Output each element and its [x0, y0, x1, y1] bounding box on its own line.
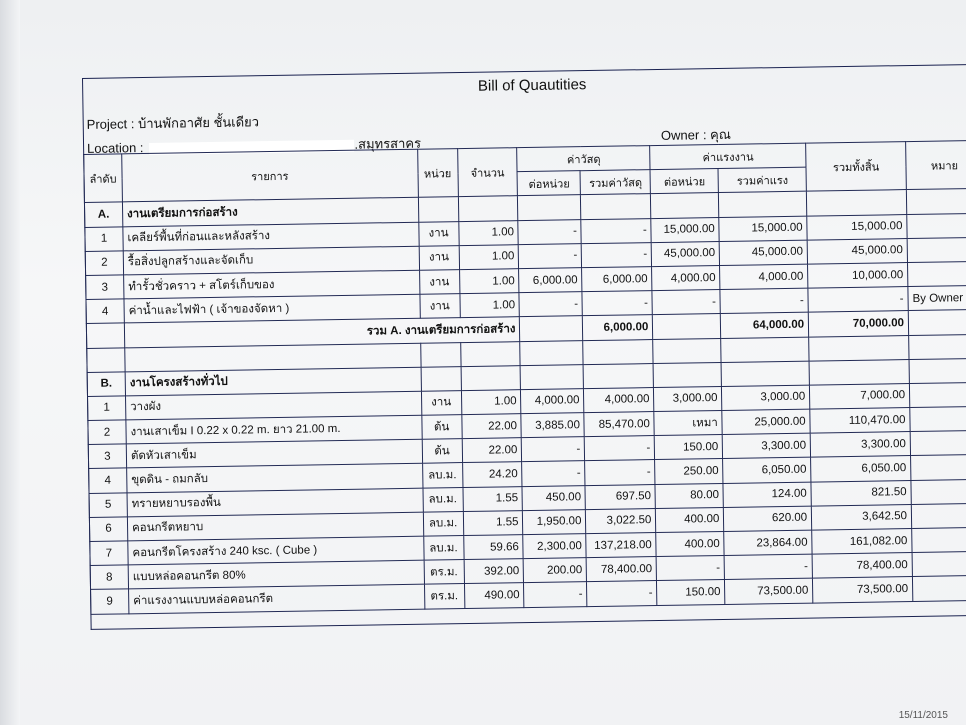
row-item: งานเสาเข็ม I 0.22 x 0.22 m. ยาว 21.00 m. — [126, 415, 422, 444]
col-header-material-total: รวมค่าวัสดุ — [580, 170, 650, 195]
row-item: ค่าแรงงานแบบหล่อคอนกรีต — [129, 585, 425, 614]
row-unit: ต้น — [421, 415, 461, 440]
col-header-qty: จำนวน — [457, 148, 518, 197]
section-name: งานเตรียมการก่อสร้าง — [122, 198, 418, 227]
row-labor-per-unit: เหมา — [654, 411, 722, 436]
row-material-per-unit: 1,950.00 — [523, 509, 586, 534]
row-unit: ลบ.ม. — [423, 511, 463, 536]
row-labor-per-unit: 400.00 — [656, 531, 724, 556]
row-material-per-unit: - — [518, 219, 581, 244]
row-labor-total: - — [724, 554, 812, 580]
row-no: 1 — [88, 396, 126, 421]
row-remark — [910, 406, 966, 431]
row-material-per-unit: 6,000.00 — [519, 268, 582, 293]
row-material-total: - — [581, 218, 651, 243]
row-no: 4 — [86, 299, 124, 324]
row-labor-total: 4,000.00 — [720, 264, 808, 290]
document-title: Bill of Quautities — [477, 76, 587, 95]
subtotal-material: 6,000.00 — [583, 315, 653, 340]
location-label: Location : — [86, 140, 144, 156]
row-remark — [907, 213, 966, 238]
row-unit: งาน — [421, 390, 461, 415]
section-code: B. — [87, 372, 125, 397]
row-remark — [907, 237, 966, 262]
row-labor-total: 620.00 — [724, 506, 812, 532]
page-edge-shadow — [0, 0, 20, 725]
row-item: คอนกรีตหยาบ — [127, 512, 423, 541]
section-a-rows — [85, 213, 966, 324]
col-header-item: รายการ — [122, 149, 418, 202]
row-material-per-unit: 4,000.00 — [521, 389, 584, 414]
row-labor-per-unit: 400.00 — [656, 507, 724, 532]
row-labor-total: 25,000.00 — [722, 409, 810, 435]
row-labor-total: 45,000.00 — [719, 240, 807, 266]
row-material-per-unit: - — [522, 437, 585, 462]
row-qty: 22.00 — [461, 414, 521, 439]
row-material-total: 6,000.00 — [582, 267, 652, 292]
row-material-per-unit: 450.00 — [522, 485, 585, 510]
row-material-total: 85,470.00 — [584, 412, 654, 437]
row-labor-total: 124.00 — [723, 482, 811, 508]
owner-line — [661, 124, 731, 146]
owner-label: Owner : — [660, 127, 707, 143]
row-remark — [912, 551, 966, 576]
row-labor-per-unit: 250.00 — [655, 459, 723, 484]
row-labor-total: 73,500.00 — [725, 578, 813, 604]
row-qty: 1.00 — [461, 390, 521, 415]
row-material-total: 4,000.00 — [584, 387, 654, 412]
row-item: ขุดดิน - ถมกลับ — [127, 464, 423, 493]
row-material-total: - — [585, 436, 655, 461]
col-header-unit: หน่วย — [417, 149, 458, 198]
row-no: 5 — [89, 492, 127, 517]
row-qty: 1.55 — [463, 486, 523, 511]
row-grand-total: 110,470.00 — [810, 408, 910, 434]
row-no: 3 — [86, 275, 124, 300]
row-labor-per-unit: 150.00 — [657, 580, 725, 605]
row-remark — [912, 527, 966, 552]
row-labor-total: 3,300.00 — [723, 433, 811, 459]
row-no: 8 — [90, 565, 128, 590]
project-value: บ้านพักอาศัย ชั้นเดียว — [137, 114, 260, 132]
row-item: คอนกรีตโครงสร้าง 240 ksc. ( Cube ) — [128, 536, 424, 565]
row-qty: 1.55 — [463, 510, 523, 535]
row-remark: By Owner — [908, 285, 966, 310]
row-qty: 22.00 — [462, 438, 522, 463]
row-remark — [911, 479, 966, 504]
row-labor-per-unit: - — [656, 556, 724, 581]
row-labor-total: 6,050.00 — [723, 458, 811, 484]
row-qty: 490.00 — [464, 583, 524, 608]
row-labor-per-unit: 150.00 — [655, 435, 723, 460]
row-grand-total: 73,500.00 — [813, 577, 913, 603]
row-unit: งาน — [419, 245, 459, 270]
row-labor-per-unit: - — [652, 290, 720, 315]
row-no: 9 — [91, 589, 129, 614]
row-material-per-unit: - — [519, 292, 582, 317]
row-grand-total: 161,082.00 — [812, 529, 912, 555]
row-item: วางผัง — [125, 391, 421, 420]
row-item: เคลียร์พื้นที่ก่อนและหลังสร้าง — [123, 222, 419, 251]
row-grand-total: - — [808, 287, 908, 313]
col-header-material-per-unit: ต่อหน่วย — [517, 171, 580, 196]
row-remark — [912, 576, 966, 601]
row-labor-per-unit: 45,000.00 — [652, 241, 720, 266]
row-material-total: 137,218.00 — [586, 533, 656, 558]
row-qty: 1.00 — [459, 293, 519, 318]
row-material-per-unit: - — [524, 582, 587, 607]
owner-value: คุณ — [709, 126, 731, 143]
row-item: ทรายหยาบรองพื้น — [127, 488, 423, 517]
row-grand-total: 78,400.00 — [812, 553, 912, 579]
row-labor-total: - — [720, 288, 808, 314]
section-b-rows — [88, 382, 966, 614]
row-item: รื้อสิ่งปลูกสร้างและจัดเก็บ — [123, 246, 419, 275]
row-grand-total: 821.50 — [811, 480, 911, 506]
row-material-total: - — [582, 242, 652, 267]
row-labor-total: 15,000.00 — [719, 216, 807, 242]
row-qty: 24.20 — [462, 462, 522, 487]
row-remark — [909, 382, 966, 407]
row-labor-per-unit: 80.00 — [655, 483, 723, 508]
col-header-labor: ค่าแรงงาน — [650, 143, 806, 170]
row-no: 2 — [85, 251, 123, 276]
subtotal-labor: 64,000.00 — [721, 312, 809, 338]
row-qty: 59.66 — [463, 535, 523, 560]
row-material-total: 78,400.00 — [587, 557, 657, 582]
row-remark — [911, 455, 966, 480]
row-item: ทำรั้วชั่วคราว + สโตร์เก็บของ — [124, 270, 420, 299]
location-value: .สมุทรสาคร — [354, 135, 422, 152]
row-labor-per-unit: 15,000.00 — [651, 217, 719, 242]
row-qty: 1.00 — [459, 269, 519, 294]
row-labor-per-unit: 3,000.00 — [654, 386, 722, 411]
col-header-material: ค่าวัสดุ — [517, 146, 650, 172]
row-grand-total: 3,642.50 — [811, 504, 911, 530]
row-material-total: - — [582, 291, 652, 316]
boq-table — [83, 140, 966, 615]
row-grand-total: 3,300.00 — [810, 432, 910, 458]
row-no: 2 — [88, 420, 126, 445]
row-labor-total: 23,864.00 — [724, 530, 812, 556]
section-name: งานโครงสร้างทั่วไป — [125, 367, 421, 396]
col-header-grand-total: รวมทั้งสิ้น — [806, 142, 907, 192]
row-unit: ลบ.ม. — [422, 463, 462, 488]
row-qty: 1.00 — [458, 220, 518, 245]
row-no: 7 — [90, 541, 128, 566]
row-grand-total: 7,000.00 — [810, 383, 910, 409]
row-material-total: - — [587, 581, 657, 606]
row-material-per-unit: 200.00 — [524, 558, 587, 583]
col-header-labor-total: รวมค่าแรง — [718, 167, 806, 193]
row-remark — [911, 503, 966, 528]
row-material-per-unit: 2,300.00 — [523, 534, 586, 559]
row-labor-per-unit: 4,000.00 — [652, 265, 720, 290]
row-grand-total: 6,050.00 — [811, 456, 911, 482]
row-qty: 1.00 — [459, 244, 519, 269]
row-unit: ตร.ม. — [424, 560, 464, 585]
col-header-labor-per-unit: ต่อหน่วย — [650, 169, 718, 194]
row-remark — [907, 261, 966, 286]
row-unit: ต้น — [422, 439, 462, 464]
row-grand-total: 45,000.00 — [807, 238, 907, 264]
bill-of-quantities-sheet — [82, 64, 966, 638]
row-no: 4 — [89, 468, 127, 493]
row-grand-total: 15,000.00 — [807, 214, 907, 240]
row-labor-total: 3,000.00 — [722, 385, 810, 411]
row-material-per-unit: 3,885.00 — [521, 413, 584, 438]
row-item: แบบหล่อคอนกรีต 80% — [128, 560, 424, 589]
col-header-no: ลำดับ — [84, 154, 123, 203]
row-no: 1 — [85, 226, 123, 251]
row-remark — [910, 431, 966, 456]
footer-date: 15/11/2015 — [898, 710, 948, 721]
row-item: ตัดหัวเสาเข็ม — [126, 439, 422, 468]
subtotal-total: 70,000.00 — [808, 311, 908, 337]
project-line — [87, 111, 260, 135]
project-label: Project : — [86, 116, 135, 132]
row-unit: ลบ.ม. — [423, 536, 463, 561]
col-header-remark: หมาย — [906, 140, 966, 190]
row-unit: ตร.ม. — [424, 584, 464, 609]
row-material-per-unit: - — [522, 461, 585, 486]
row-material-total: 697.50 — [585, 484, 655, 509]
row-unit: งาน — [420, 294, 460, 319]
row-unit: งาน — [419, 270, 459, 295]
row-grand-total: 10,000.00 — [808, 262, 908, 288]
row-unit: ลบ.ม. — [423, 487, 463, 512]
row-unit: งาน — [418, 221, 458, 246]
row-material-per-unit: - — [519, 243, 582, 268]
section-code: A. — [84, 202, 122, 227]
row-material-total: 3,022.50 — [586, 508, 656, 533]
row-item: ค่าน้ำและไฟฟ้า ( เจ้าของจัดหา ) — [124, 294, 420, 323]
row-no: 3 — [88, 444, 126, 469]
subtotal-label: รวม A. งานเตรียมการก่อสร้าง — [124, 317, 520, 347]
row-material-total: - — [585, 460, 655, 485]
row-qty: 392.00 — [464, 559, 524, 584]
row-no: 6 — [89, 517, 127, 542]
